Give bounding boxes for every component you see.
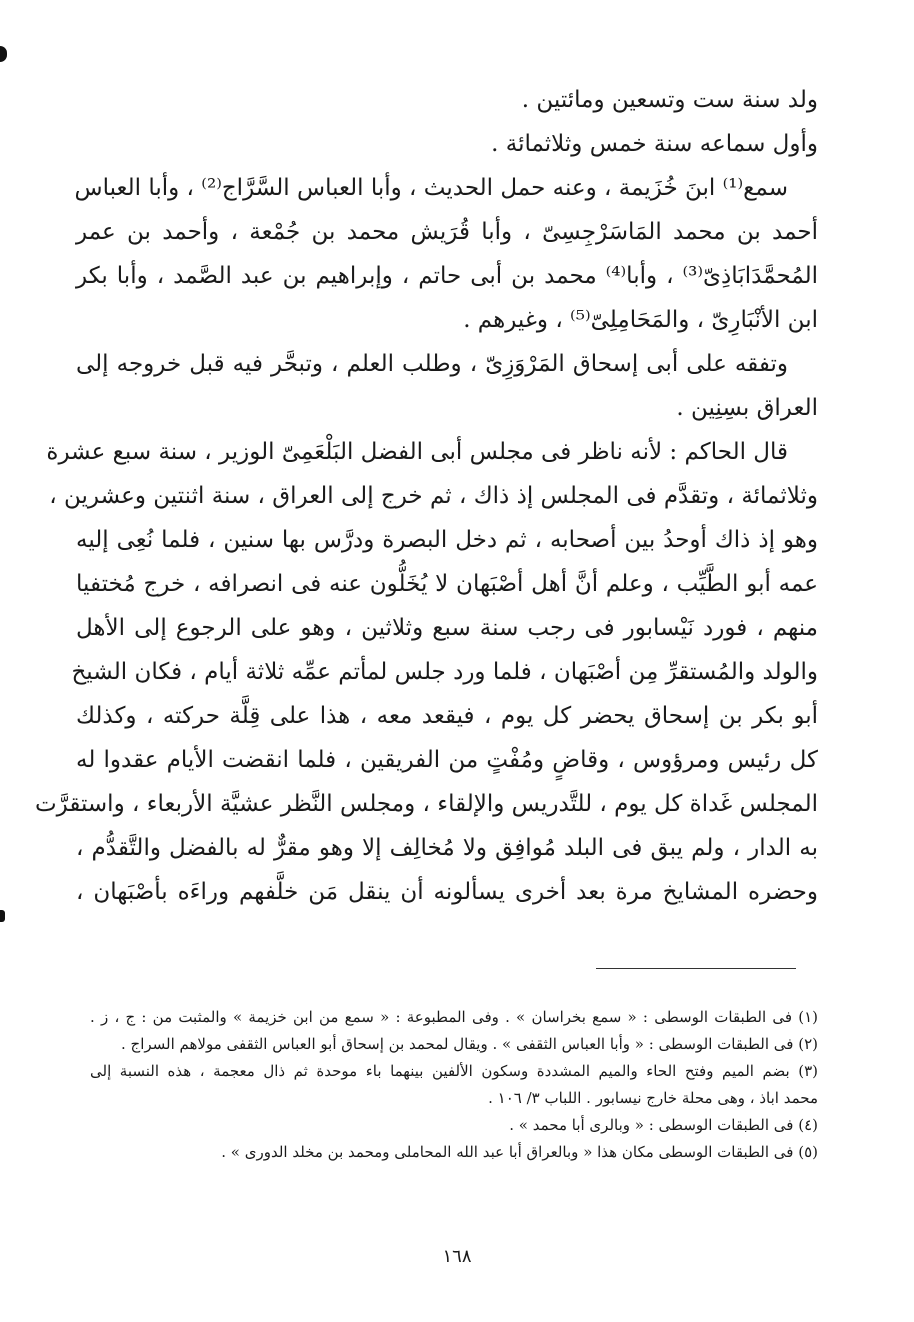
footnote-line: (٥) فى الطبقات الوسطى مكان هذا « وبالعراق أبا عبد الله المحاملى ومحمد بن مخلد الدورى » .	[221, 1143, 818, 1161]
body-line: المجلس غَداة كل يوم ، للتَّدريس والإلقاء ، ومجلس النَّظر عشيَّة الأربعاء ، واستقرَّت	[34, 791, 818, 817]
body-line: المُحمَّدَابَاذِىّ⁽³⁾ ، وأبا⁽⁴⁾ محمد بن أبى حاتم ، وإبراهيم بن عبد الصَّمد ، وأبا بكر	[76, 263, 819, 289]
body-line: ابن الأنْبَارِىّ ، والمَحَامِلِىّ⁽⁵⁾ ، وغيرهم .	[463, 307, 818, 333]
footnote-line: محمد اباذ ، وهى محلة خارج نيسابور . اللباب ٣/ ١٠٦ .	[488, 1089, 818, 1107]
body-line: وتفقه على أبى إسحاق المَرْوَزِىّ ، وطلب العلم ، وتبحَّر فيه قبل خروجه إلى	[76, 351, 788, 377]
footnote-line: (١) فى الطبقات الوسطى : « سمع بخراسان » . وفى المطبوعة : « سمع من ابن خزيمة » والمثبت من : ج ، ز .	[90, 1008, 818, 1026]
body-line: ولد سنة ست وتسعين ومائتين .	[521, 87, 818, 113]
body-line: وثلاثمائة ، وتقدَّم فى المجلس إذ ذاك ، ثم خرج إلى العراق ، سنة اثنتين وعشرين ،	[49, 483, 818, 509]
body-line: وهو إذ ذاك أوحدُ بين أصحابه ، ثم دخل البصرة ودرَّس بها سنين ، فلما نُعِى إليه	[76, 527, 818, 553]
footnote-line: (٢) فى الطبقات الوسطى : « وأبا العباس الثقفى » . ويقال لمحمد بن إسحاق أبو العباس الثقفى مولاهم السراج .	[120, 1035, 818, 1053]
body-line: العراق بسِنِين .	[676, 395, 818, 421]
body-line: سمع⁽¹⁾ ابنَ خُزَيمة ، وعنه حمل الحديث ، وأبا العباس السَّرَّاج⁽²⁾ ، وأبا العباس	[74, 175, 788, 201]
footnote-line: (٣) بضم الميم وفتح الحاء والميم المشددة وسكون الألفين بينهما باء موحدة ثم ذال معجمة ، هذه النسبة إلى	[90, 1062, 818, 1080]
body-line: وأول سماعه سنة خمس وثلاثمائة .	[491, 131, 818, 157]
page-number: ١٦٨	[442, 1246, 472, 1267]
body-line: وحضره المشايخ مرة بعد أخرى يسألونه أن ينقل مَن خلَّفهم وراءَه بأصْبَهان ،	[76, 879, 818, 905]
body-line: أحمد بن محمد المَاسَرْجِسِىّ ، وأبا قُرَيش محمد بن جُمْعة ، وأحمد بن عمر	[76, 219, 818, 245]
scan-edge-mark	[0, 910, 5, 922]
body-line: أبو بكر بن إسحاق يحضر كل يوم ، فيقعد معه ، هذا على قِلَّة حركته ، وكذلك	[76, 703, 818, 729]
footnotes	[90, 1004, 818, 1166]
body-line: منهم ، فورد نَيْسابور فى رجب سنة سبع وثلاثين ، وهو على الرجوع إلى الأهل	[76, 615, 818, 641]
footnote-separator	[596, 968, 796, 969]
body-line: به الدار ، ولم يبق فى البلد مُوافِق ولا مُخالِف إلا وهو مقرٌّ له بالفضل والتَّقدُّم ،	[76, 835, 818, 861]
scan-edge-mark	[0, 46, 7, 62]
body-line: عمه أبو الطَّيِّب ، وعلم أنَّ أهل أصْبَهان لا يُخَلُّون عنه فى انصرافه ، خرج مُختفيا	[76, 571, 818, 597]
body-line: كل رئيس ومرؤوس ، وقاضٍ ومُفْتٍ من الفريقين ، فلما انقضت الأيام عقدوا له	[76, 747, 818, 773]
body-line: والولد والمُستقرِّ مِن أصْبَهان ، فلما ورد جلس لمأتم عمِّه ثلاثة أيام ، فكان الشيخ	[71, 659, 818, 685]
body-line: قال الحاكم : لأنه ناظر فى مجلس أبى الفضل البَلْعَمِىّ الوزير ، سنة سبع عشرة	[46, 439, 788, 465]
footnote-line: (٤) فى الطبقات الوسطى : « وبالرى أبا محمد » .	[509, 1116, 818, 1134]
main-text	[34, 78, 819, 914]
